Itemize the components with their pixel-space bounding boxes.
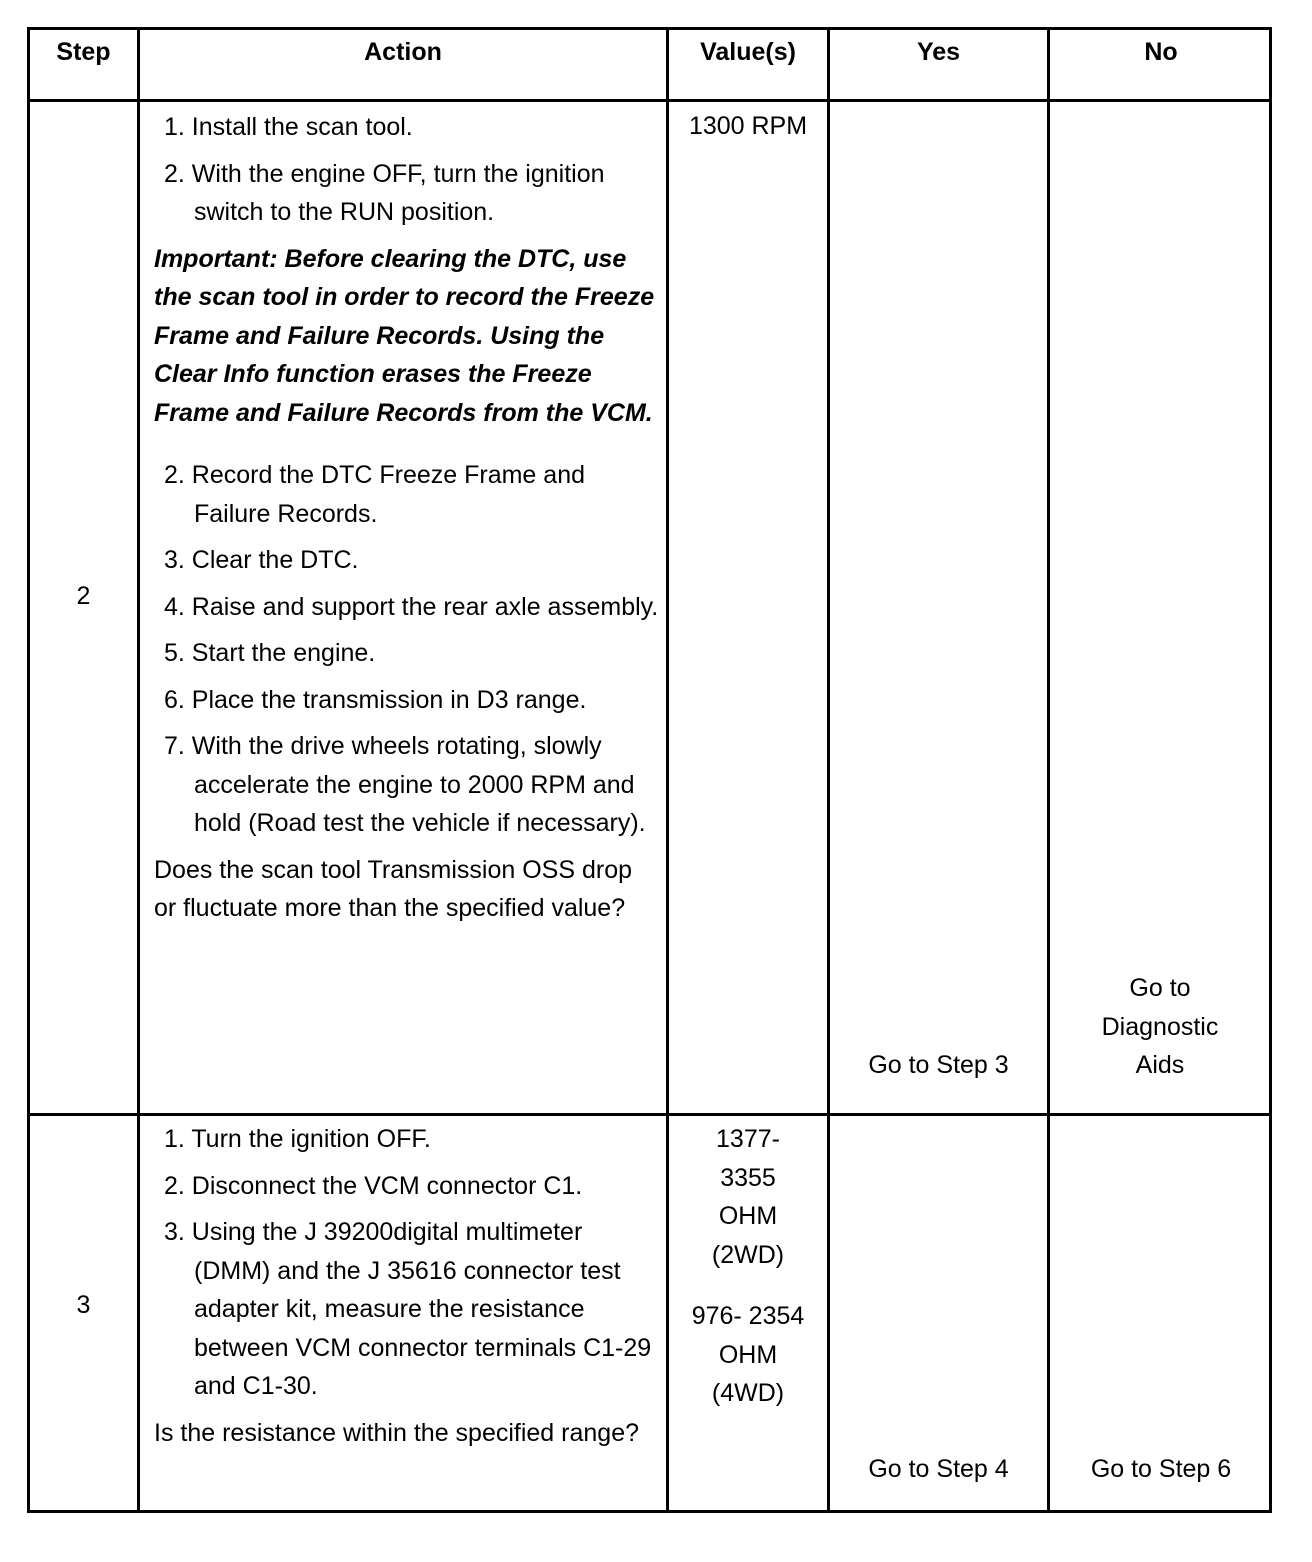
action-step: 3. Using the J 39200digital multimeter (DMM) and the J 35616 connector test adapter kit, measure the resistance between VCM connector terminals C1-29 and C1-30. [164,1218,652,1400]
action-step: 2. Disconnect the VCM connector C1. [164,1171,583,1200]
header-action: Action [364,38,442,66]
action-step: 4. Raise and support the rear axle assembly. [164,592,659,621]
action-step: 6. Place the transmission in D3 range. [164,685,587,714]
value-4wd: 976- 2354 OHM (4WD) [691,1302,805,1407]
column-divider [137,30,140,1510]
header-yes: Yes [916,38,961,66]
action-step: 5. Start the engine. [164,639,376,667]
action-step: 3. Clear the DTC. [164,546,359,574]
value-2wd: 1377-3355 OHM (2WD) [711,1125,785,1269]
yes-cell: Go to Step 3 [868,1051,1009,1079]
question: Is the resistance within the specified range? [154,1418,639,1447]
row-divider [30,99,1269,102]
diagnostic-table [27,27,1272,1513]
action-step: 2. With the engine OFF, turn the ignition switch to the RUN position. [164,159,605,226]
column-divider [666,30,669,1510]
question: Does the scan tool Transmission OSS drop or fluctuate more than the specified value? [154,855,633,922]
header-step: Step [56,38,111,66]
header-values: Value(s) [700,38,796,66]
value-cell: 1300 RPM [688,112,808,140]
action-step: 1. Install the scan tool. [164,113,413,141]
column-divider [827,30,830,1510]
yes-cell: Go to Step 4 [868,1455,1009,1483]
action-step: 1. Turn the ignition OFF. [164,1125,431,1153]
action-step: 2. Record the DTC Freeze Frame and Failure Records. [164,461,585,528]
action-cell [154,1120,659,1452]
column-divider [1047,30,1050,1510]
header-no: No [1144,38,1178,66]
row-divider [30,1113,1269,1116]
important-note: Important: Before clearing the DTC, use the scan tool in order to record the Freeze Frame and Failure Records. Using the Clear Info function erases the Freeze Frame and Failure Records from the VCM. [154,244,655,427]
action-cell [154,108,659,928]
action-step: 7. With the drive wheels rotating, slowly accelerate the engine to 2000 RPM and hold (Road test the vehicle if necessary). [164,732,646,837]
no-cell: Go to Diagnostic Aids [1101,974,1219,1079]
no-cell: Go to Step 6 [1090,1455,1232,1483]
step-number: 3 [76,1291,91,1319]
step-number: 2 [76,582,91,610]
